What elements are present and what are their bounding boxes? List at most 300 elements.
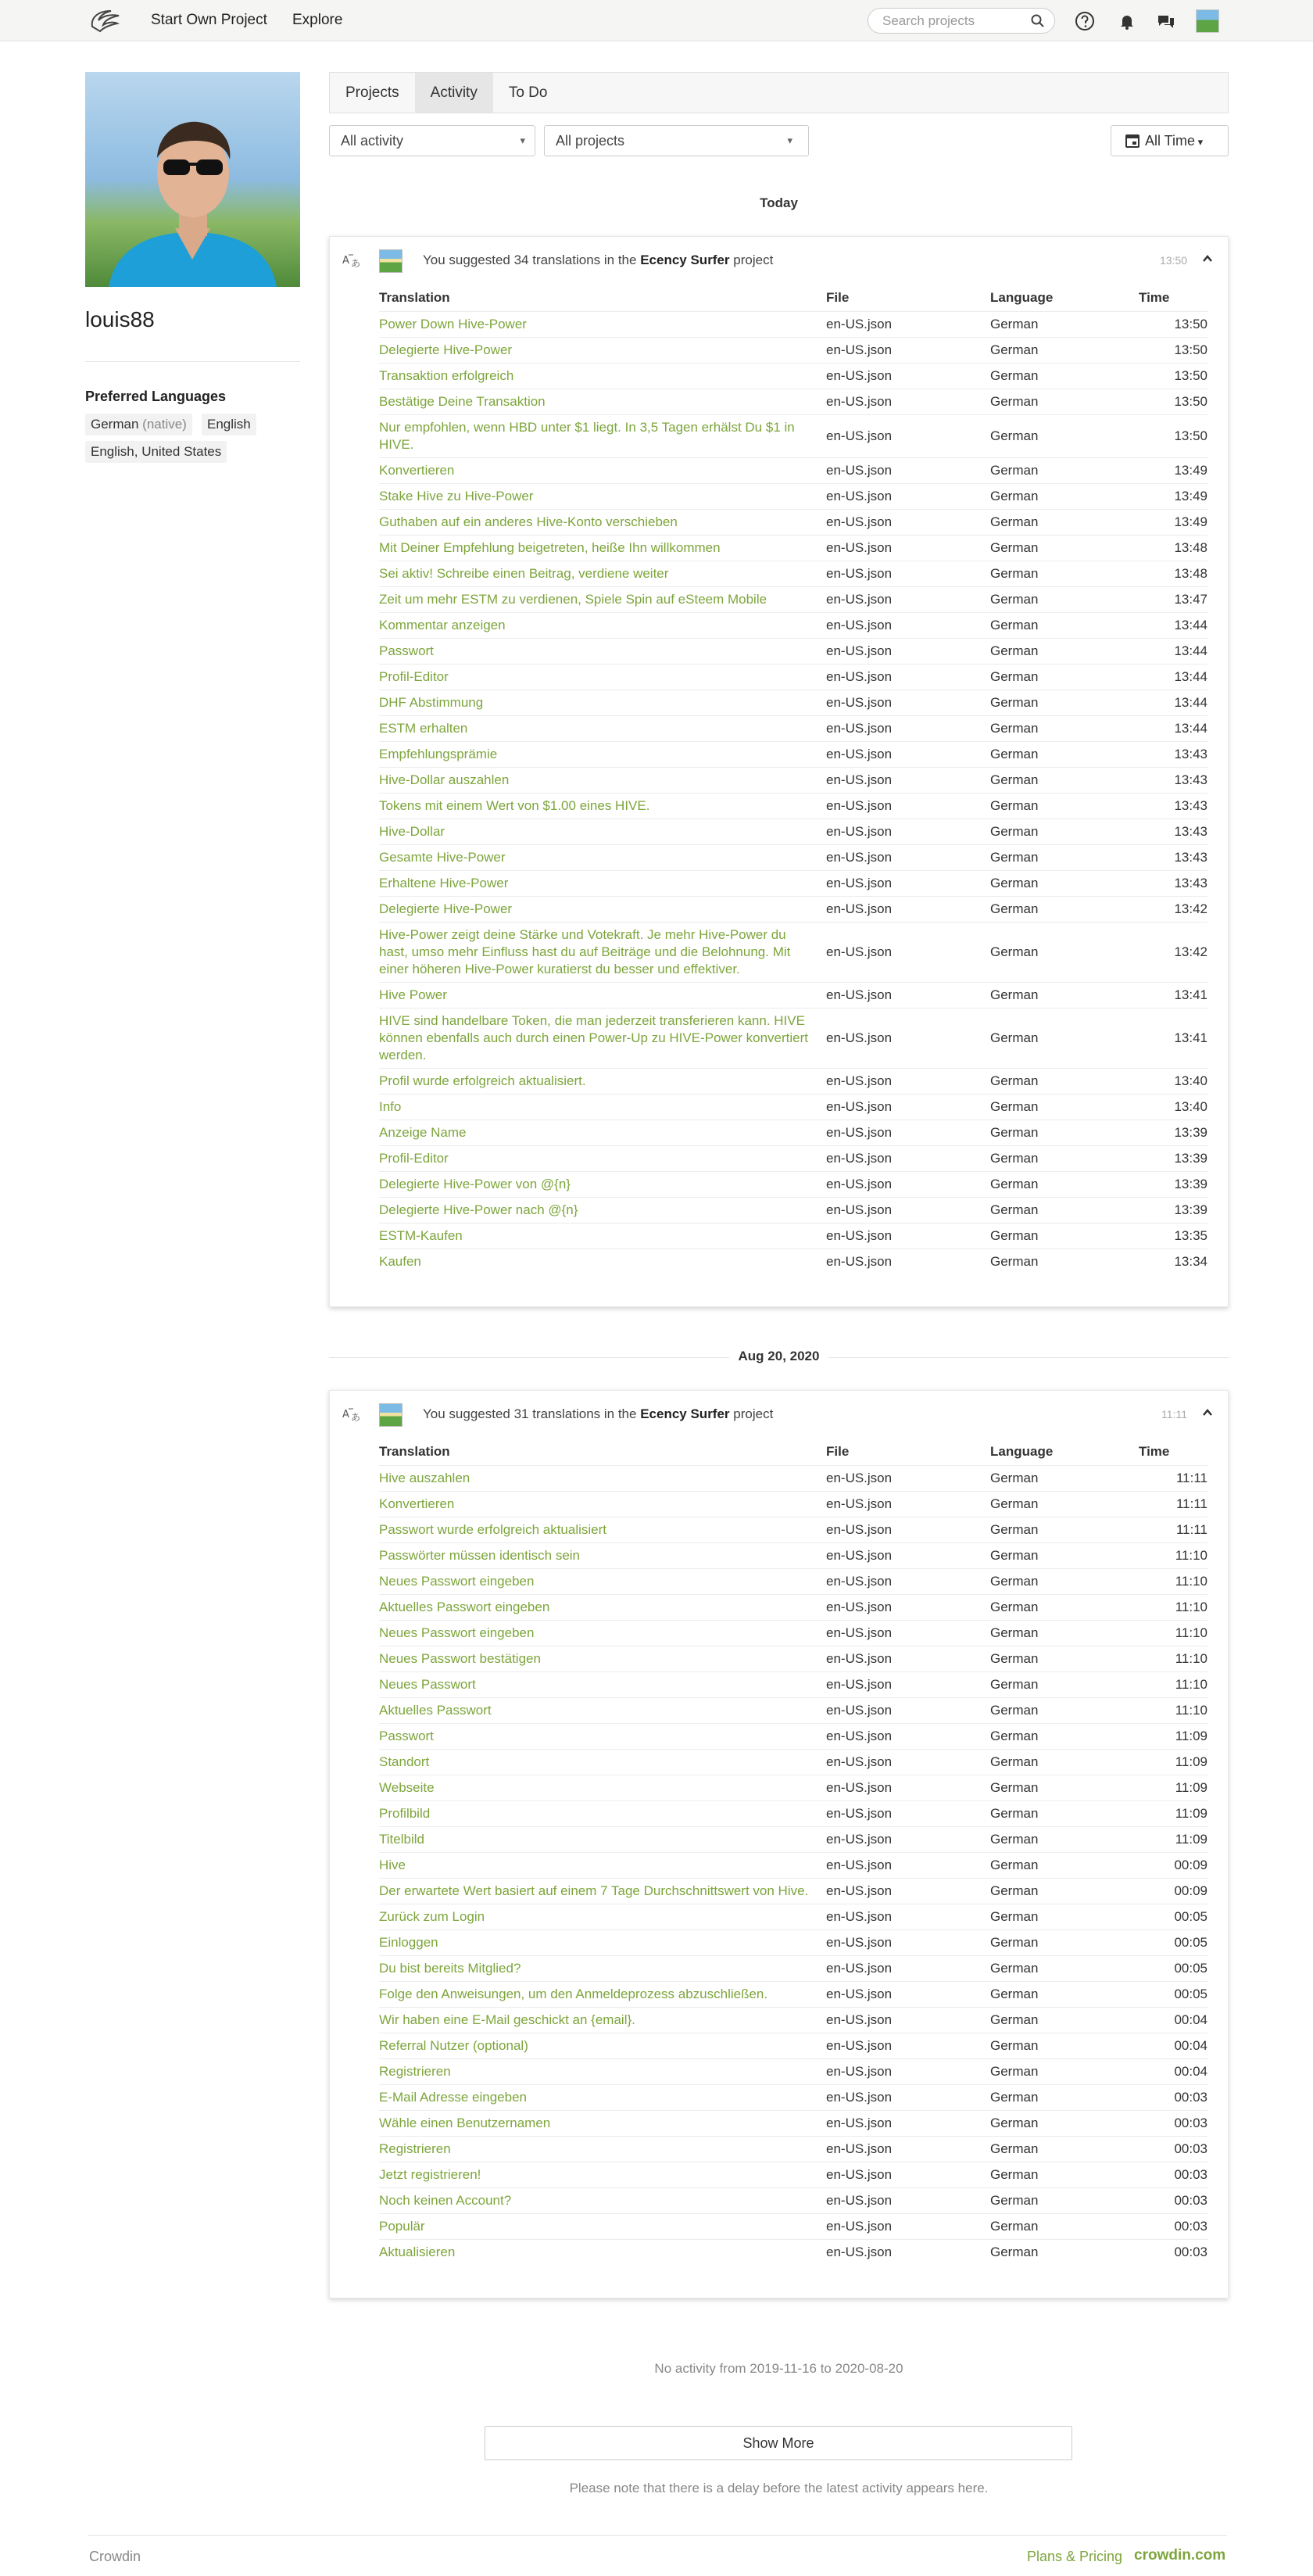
table-row <box>379 793 1207 819</box>
search-input[interactable] <box>868 8 1055 34</box>
table-row <box>379 2110 1207 2136</box>
language-cell: German <box>990 1542 1139 1568</box>
language-cell: German <box>990 1671 1139 1697</box>
time-cell: 13:50 <box>1139 363 1207 389</box>
column-header-translation: Translation <box>379 1444 450 1460</box>
translation-link[interactable]: Mit Deiner Empfehlung beigetreten, heiße Ihn willkommen <box>379 535 826 561</box>
translation-link[interactable]: Profilbild <box>379 1800 826 1826</box>
file-cell: en-US.json <box>826 1145 990 1171</box>
time-cell: 13:41 <box>1139 1008 1207 1068</box>
translation-link[interactable]: Neues Passwort eingeben <box>379 1568 826 1594</box>
translation-link[interactable]: Profil-Editor <box>379 664 826 690</box>
language-cell: German <box>990 982 1139 1008</box>
file-cell: en-US.json <box>826 1223 990 1249</box>
project-link[interactable]: Ecency Surfer <box>640 1406 730 1421</box>
time-cell: 13:41 <box>1139 982 1207 1008</box>
table-row <box>379 389 1207 414</box>
table-row <box>379 1878 1207 1904</box>
translation-link[interactable]: Konvertieren <box>379 457 826 483</box>
translation-link[interactable]: Delegierte Hive-Power von @{n} <box>379 1171 826 1197</box>
time-cell: 13:47 <box>1139 586 1207 612</box>
table-row <box>379 819 1207 844</box>
time-cell: 13:43 <box>1139 741 1207 767</box>
activity-summary-suffix: project <box>733 253 774 267</box>
language-cell: German <box>990 363 1139 389</box>
user-avatar[interactable] <box>1196 9 1219 33</box>
time-cell: 13:39 <box>1139 1120 1207 1145</box>
file-cell: en-US.json <box>826 2239 990 2265</box>
time-cell: 00:05 <box>1139 1981 1207 2007</box>
translation-link[interactable]: Wir haben eine E-Mail geschickt an {email}. <box>379 2007 826 2033</box>
column-header-language: Language <box>990 290 1054 306</box>
svg-text:A: A <box>342 255 349 267</box>
translation-link[interactable]: Stake Hive zu Hive-Power <box>379 483 826 509</box>
file-cell: en-US.json <box>826 2136 990 2162</box>
time-cell: 11:10 <box>1139 1542 1207 1568</box>
translation-link[interactable]: Populär <box>379 2213 826 2239</box>
file-cell: en-US.json <box>826 767 990 793</box>
plans-pricing-link[interactable]: Plans & Pricing <box>1027 2549 1123 2564</box>
messages-icon[interactable] <box>1154 9 1178 33</box>
table-row <box>379 1697 1207 1723</box>
table-row <box>379 767 1207 793</box>
translation-link[interactable]: Delegierte Hive-Power nach @{n} <box>379 1197 826 1223</box>
translation-link[interactable]: Hive Power <box>379 982 826 1008</box>
table-row <box>379 1671 1207 1697</box>
time-cell: 13:40 <box>1139 1094 1207 1120</box>
time-cell: 11:11 <box>1139 1491 1207 1517</box>
activity-filter-value: All activity <box>341 133 404 149</box>
translation-link[interactable]: Guthaben auf ein anderes Hive-Konto verschieben <box>379 509 826 535</box>
table-row <box>379 414 1207 457</box>
time-cell: 00:04 <box>1139 2007 1207 2033</box>
translation-link[interactable]: Delegierte Hive-Power <box>379 896 826 922</box>
translation-link[interactable]: Neues Passwort <box>379 1671 826 1697</box>
table-row <box>379 2007 1207 2033</box>
language-cell: German <box>990 483 1139 509</box>
activity-time: 11:11 <box>1161 1408 1187 1421</box>
table-row <box>379 1491 1207 1517</box>
table-row <box>379 1852 1207 1878</box>
language-cell: German <box>990 870 1139 896</box>
translation-link[interactable]: Jetzt registrieren! <box>379 2162 826 2187</box>
time-cell: 13:44 <box>1139 690 1207 715</box>
time-cell: 13:42 <box>1139 896 1207 922</box>
language-cell: German <box>990 1749 1139 1775</box>
language-cell: German <box>990 535 1139 561</box>
translation-link[interactable]: Registrieren <box>379 2058 826 2084</box>
column-header-language: Language <box>990 1444 1054 1460</box>
table-row <box>379 1775 1207 1800</box>
translation-link[interactable]: Bestätige Deine Transaktion <box>379 389 826 414</box>
file-cell: en-US.json <box>826 1929 990 1955</box>
table-row <box>379 844 1207 870</box>
translation-link[interactable]: Erhaltene Hive-Power <box>379 870 826 896</box>
language-cell: German <box>990 389 1139 414</box>
table-row <box>379 535 1207 561</box>
time-cell: 13:40 <box>1139 1068 1207 1094</box>
translation-link[interactable]: Delegierte Hive-Power <box>379 337 826 363</box>
translation-link[interactable]: Anzeige Name <box>379 1120 826 1145</box>
language-cell: German <box>990 844 1139 870</box>
caret-down-icon: ▾ <box>1195 136 1204 148</box>
column-header-time: Time <box>1139 1444 1170 1460</box>
time-cell: 00:03 <box>1139 2187 1207 2213</box>
file-cell: en-US.json <box>826 819 990 844</box>
translation-link[interactable]: Passwort wurde erfolgreich aktualisiert <box>379 1517 826 1542</box>
language-cell: German <box>990 690 1139 715</box>
language-cell: German <box>990 457 1139 483</box>
file-cell: en-US.json <box>826 1491 990 1517</box>
translation-link[interactable]: Sei aktiv! Schreibe einen Beitrag, verdiene weiter <box>379 561 826 586</box>
time-cell: 13:43 <box>1139 793 1207 819</box>
translation-link[interactable]: Noch keinen Account? <box>379 2187 826 2213</box>
time-cell: 13:39 <box>1139 1145 1207 1171</box>
file-cell: en-US.json <box>826 535 990 561</box>
project-filter-select[interactable] <box>544 125 809 156</box>
file-cell: en-US.json <box>826 483 990 509</box>
project-filter-value: All projects <box>556 133 625 149</box>
language-tag <box>85 441 227 463</box>
language-cell: German <box>990 414 1139 457</box>
file-cell: en-US.json <box>826 1465 990 1491</box>
language-cell: German <box>990 922 1139 982</box>
tab-to-do[interactable]: To Do <box>508 84 548 101</box>
language-cell: German <box>990 741 1139 767</box>
file-cell: en-US.json <box>826 2162 990 2187</box>
footer-crowdin-text: Crowdin <box>89 2549 141 2564</box>
activity-summary-prefix: You suggested 34 translations in the <box>423 253 637 267</box>
translation-link[interactable]: DHF Abstimmung <box>379 690 826 715</box>
translation-link[interactable]: Passwörter müssen identisch sein <box>379 1542 826 1568</box>
activity-filter-select[interactable] <box>329 125 535 156</box>
translation-link[interactable]: Info <box>379 1094 826 1120</box>
language-cell: German <box>990 2213 1139 2239</box>
language-cell: German <box>990 1094 1139 1120</box>
translation-link[interactable]: Einloggen <box>379 1929 826 1955</box>
table-row <box>379 561 1207 586</box>
language-cell: German <box>990 819 1139 844</box>
language-name: English, United States <box>91 444 222 459</box>
file-cell: en-US.json <box>826 1646 990 1671</box>
table-header-row <box>379 1439 1207 1465</box>
language-cell: German <box>990 1800 1139 1826</box>
time-cell: 11:10 <box>1139 1620 1207 1646</box>
translation-link[interactable]: Standort <box>379 1749 826 1775</box>
language-cell: German <box>990 509 1139 535</box>
language-cell: German <box>990 337 1139 363</box>
time-cell: 00:04 <box>1139 2033 1207 2058</box>
file-cell: en-US.json <box>826 844 990 870</box>
top-navigation <box>0 0 1313 41</box>
table-row <box>379 612 1207 638</box>
translation-link[interactable]: Profil wurde erfolgreich aktualisiert. <box>379 1068 826 1094</box>
project-icon[interactable] <box>379 249 402 273</box>
tab-activity[interactable]: Activity <box>415 73 493 113</box>
table-row <box>379 870 1207 896</box>
language-cell: German <box>990 1249 1139 1274</box>
table-row <box>379 664 1207 690</box>
file-cell: en-US.json <box>826 337 990 363</box>
file-cell: en-US.json <box>826 2007 990 2033</box>
language-cell: German <box>990 2033 1139 2058</box>
file-cell: en-US.json <box>826 922 990 982</box>
translation-link[interactable]: ESTM erhalten <box>379 715 826 741</box>
activity-time: 13:50 <box>1159 254 1187 267</box>
table-row <box>379 586 1207 612</box>
time-cell: 13:43 <box>1139 844 1207 870</box>
activity-card <box>329 1390 1229 2298</box>
translation-link[interactable]: Registrieren <box>379 2136 826 2162</box>
help-icon[interactable] <box>1073 9 1097 33</box>
language-cell: German <box>990 1171 1139 1197</box>
translation-link[interactable]: Passwort <box>379 1723 826 1749</box>
column-header-file: File <box>826 290 850 306</box>
time-cell: 13:50 <box>1139 414 1207 457</box>
translation-link[interactable]: Nur empfohlen, wenn HBD unter $1 liegt. In 3,5 Tagen erhälst Du $1 in HIVE. <box>379 414 826 457</box>
translation-link[interactable]: Folge den Anweisungen, um den Anmeldeprozess abzuschließen. <box>379 1981 826 2007</box>
time-cell: 11:09 <box>1139 1826 1207 1852</box>
column-header-file: File <box>826 1444 850 1460</box>
translation-link[interactable]: Kaufen <box>379 1249 826 1274</box>
time-cell: 00:03 <box>1139 2136 1207 2162</box>
time-cell: 11:09 <box>1139 1775 1207 1800</box>
start-own-project-link[interactable]: Start Own Project <box>151 12 267 28</box>
table-row <box>379 741 1207 767</box>
translation-link[interactable]: Du bist bereits Mitglied? <box>379 1955 826 1981</box>
column-header-time: Time <box>1139 290 1170 306</box>
language-cell: German <box>990 1775 1139 1800</box>
file-cell: en-US.json <box>826 896 990 922</box>
show-more-button[interactable]: Show More <box>485 2426 1072 2460</box>
file-cell: en-US.json <box>826 1517 990 1542</box>
file-cell: en-US.json <box>826 1749 990 1775</box>
time-cell: 00:09 <box>1139 1852 1207 1878</box>
translation-link[interactable]: Zurück zum Login <box>379 1904 826 1929</box>
translation-link[interactable]: Hive-Dollar <box>379 819 826 844</box>
language-cell: German <box>990 2007 1139 2033</box>
activity-summary <box>423 253 773 268</box>
activity-card-header <box>330 1391 1228 1436</box>
file-cell: en-US.json <box>826 1671 990 1697</box>
time-range-button[interactable] <box>1111 125 1229 156</box>
translation-link[interactable]: Hive auszahlen <box>379 1465 826 1491</box>
table-row <box>379 1008 1207 1068</box>
language-cell: German <box>990 767 1139 793</box>
language-cell: German <box>990 715 1139 741</box>
translation-link[interactable]: HIVE sind handelbare Token, die man jederzeit transferieren kann. HIVE können ebenfalls auch durch einen Power-Up zu HIVE-Power konvertiert werden. <box>379 1008 826 1068</box>
file-cell: en-US.json <box>826 1249 990 1274</box>
table-row <box>379 638 1207 664</box>
language-native-note: (native) <box>142 417 187 432</box>
column-header-translation: Translation <box>379 290 450 306</box>
translation-link[interactable]: Passwort <box>379 638 826 664</box>
translations-table <box>379 285 1207 1274</box>
time-cell: 13:49 <box>1139 483 1207 509</box>
activity-card-header <box>330 237 1228 282</box>
language-cell: German <box>990 1197 1139 1223</box>
language-cell: German <box>990 664 1139 690</box>
profile-tabs <box>329 72 1229 113</box>
time-cell: 11:10 <box>1139 1646 1207 1671</box>
time-cell: 13:44 <box>1139 638 1207 664</box>
time-cell: 13:42 <box>1139 922 1207 982</box>
translation-link[interactable]: Aktuelles Passwort <box>379 1697 826 1723</box>
table-row <box>379 1929 1207 1955</box>
file-cell: en-US.json <box>826 1008 990 1068</box>
translation-link[interactable]: Titelbild <box>379 1826 826 1852</box>
language-cell: German <box>990 793 1139 819</box>
translation-link[interactable]: Profil-Editor <box>379 1145 826 1171</box>
language-cell: German <box>990 1929 1139 1955</box>
language-cell: German <box>990 1852 1139 1878</box>
file-cell: en-US.json <box>826 2084 990 2110</box>
translation-link[interactable]: Konvertieren <box>379 1491 826 1517</box>
time-cell: 00:05 <box>1139 1929 1207 1955</box>
time-cell: 11:11 <box>1139 1517 1207 1542</box>
translation-link[interactable]: Aktualisieren <box>379 2239 826 2265</box>
time-cell: 13:35 <box>1139 1223 1207 1249</box>
file-cell: en-US.json <box>826 2033 990 2058</box>
time-cell: 00:09 <box>1139 1878 1207 1904</box>
table-row <box>379 715 1207 741</box>
file-cell: en-US.json <box>826 586 990 612</box>
table-row <box>379 1197 1207 1223</box>
bell-icon[interactable] <box>1115 9 1139 33</box>
table-row <box>379 1068 1207 1094</box>
table-row <box>379 1646 1207 1671</box>
table-row <box>379 457 1207 483</box>
translation-link[interactable]: Der erwartete Wert basiert auf einem 7 Tage Durchschnittswert von Hive. <box>379 1878 826 1904</box>
language-cell: German <box>990 311 1139 337</box>
table-row <box>379 690 1207 715</box>
file-cell: en-US.json <box>826 664 990 690</box>
activity-date-label <box>329 1349 1229 1364</box>
file-cell: en-US.json <box>826 1068 990 1094</box>
translation-link[interactable]: Aktuelles Passwort eingeben <box>379 1594 826 1620</box>
translation-link[interactable]: Power Down Hive-Power <box>379 311 826 337</box>
no-activity-message: No activity from 2019-11-16 to 2020-08-20 <box>654 2361 903 2376</box>
translation-link[interactable]: Zeit um mehr ESTM zu verdienen, Spiele Spin auf eSteem Mobile <box>379 586 826 612</box>
translation-link[interactable]: Gesamte Hive-Power <box>379 844 826 870</box>
file-cell: en-US.json <box>826 612 990 638</box>
table-row <box>379 1800 1207 1826</box>
translation-link[interactable]: E-Mail Adresse eingeben <box>379 2084 826 2110</box>
chevron-up-icon[interactable] <box>1201 1406 1214 1419</box>
file-cell: en-US.json <box>826 457 990 483</box>
table-row <box>379 311 1207 337</box>
translation-link[interactable]: Kommentar anzeigen <box>379 612 826 638</box>
time-cell: 00:04 <box>1139 2058 1207 2084</box>
activity-date-text: Aug 20, 2020 <box>729 1349 829 1363</box>
time-cell: 13:44 <box>1139 664 1207 690</box>
table-row <box>379 2033 1207 2058</box>
time-cell: 11:09 <box>1139 1723 1207 1749</box>
translation-link[interactable]: Hive <box>379 1852 826 1878</box>
translation-link[interactable]: Referral Nutzer (optional) <box>379 2033 826 2058</box>
language-cell: German <box>990 1568 1139 1594</box>
translation-link[interactable]: Webseite <box>379 1775 826 1800</box>
time-cell: 13:43 <box>1139 870 1207 896</box>
translation-link[interactable]: Wähle einen Benutzernamen <box>379 2110 826 2136</box>
table-header-row <box>379 285 1207 311</box>
translation-link[interactable]: Hive-Power zeigt deine Stärke und Votekraft. Je mehr Hive-Power du hast, umso mehr Einfluss hast du auf Beiträge und die Belohnung. Mit einer höheren Hive-Power kuratierst du besser und effektiver. <box>379 922 826 982</box>
language-cell: German <box>990 1594 1139 1620</box>
project-link[interactable]: Ecency Surfer <box>640 253 730 267</box>
explore-link[interactable]: Explore <box>292 12 343 28</box>
translations-table <box>379 1439 1207 2265</box>
file-cell: en-US.json <box>826 1852 990 1878</box>
crowdin-home-link[interactable]: crowdin.com <box>1134 2547 1226 2563</box>
translation-link[interactable]: ESTM-Kaufen <box>379 1223 826 1249</box>
language-name: German <box>91 417 139 432</box>
table-row <box>379 1723 1207 1749</box>
translation-link[interactable]: Transaktion erfolgreich <box>379 363 826 389</box>
language-cell: German <box>990 1223 1139 1249</box>
preferred-languages-title: Preferred Languages <box>85 389 227 404</box>
table-row <box>379 1826 1207 1852</box>
language-cell: German <box>990 2239 1139 2265</box>
time-cell: 11:10 <box>1139 1594 1207 1620</box>
table-row <box>379 2058 1207 2084</box>
table-row <box>379 1568 1207 1594</box>
delay-note: Please note that there is a delay before the latest activity appears here. <box>569 2481 989 2495</box>
translation-link[interactable]: Empfehlungsprämie <box>379 741 826 767</box>
language-cell: German <box>990 896 1139 922</box>
chevron-down-icon: ▾ <box>520 134 525 146</box>
translation-link[interactable]: Neues Passwort eingeben <box>379 1620 826 1646</box>
time-cell: 13:44 <box>1139 715 1207 741</box>
file-cell: en-US.json <box>826 715 990 741</box>
time-cell: 11:09 <box>1139 1800 1207 1826</box>
file-cell: en-US.json <box>826 690 990 715</box>
tab-projects[interactable]: Projects <box>345 84 399 101</box>
crowdin-logo-icon[interactable] <box>88 8 122 33</box>
language-cell: German <box>990 2058 1139 2084</box>
table-row <box>379 1145 1207 1171</box>
project-icon[interactable] <box>379 1403 402 1427</box>
language-cell: German <box>990 1068 1139 1094</box>
time-cell: 13:43 <box>1139 819 1207 844</box>
time-cell: 11:10 <box>1139 1697 1207 1723</box>
time-cell: 13:39 <box>1139 1171 1207 1197</box>
table-row <box>379 1955 1207 1981</box>
language-cell: German <box>990 561 1139 586</box>
chevron-up-icon[interactable] <box>1201 253 1214 265</box>
profile-photo-figure <box>85 72 300 287</box>
time-cell: 00:05 <box>1139 1955 1207 1981</box>
file-cell: en-US.json <box>826 1723 990 1749</box>
time-cell: 00:03 <box>1139 2110 1207 2136</box>
activity-date-label: Today <box>760 195 798 210</box>
language-cell: German <box>990 638 1139 664</box>
translation-link[interactable]: Tokens mit einem Wert von $1.00 eines HIVE. <box>379 793 826 819</box>
translation-link[interactable]: Neues Passwort bestätigen <box>379 1646 826 1671</box>
file-cell: en-US.json <box>826 1197 990 1223</box>
time-cell: 13:39 <box>1139 1197 1207 1223</box>
activity-summary-suffix: project <box>733 1406 774 1421</box>
svg-text:あ: あ <box>351 1412 361 1422</box>
translation-link[interactable]: Hive-Dollar auszahlen <box>379 767 826 793</box>
time-cell: 00:03 <box>1139 2084 1207 2110</box>
search-icon[interactable] <box>1030 13 1046 29</box>
language-tag <box>85 414 192 435</box>
table-row <box>379 922 1207 982</box>
file-cell: en-US.json <box>826 1981 990 2007</box>
language-cell: German <box>990 1826 1139 1852</box>
file-cell: en-US.json <box>826 1878 990 1904</box>
profile-photo <box>85 72 300 287</box>
